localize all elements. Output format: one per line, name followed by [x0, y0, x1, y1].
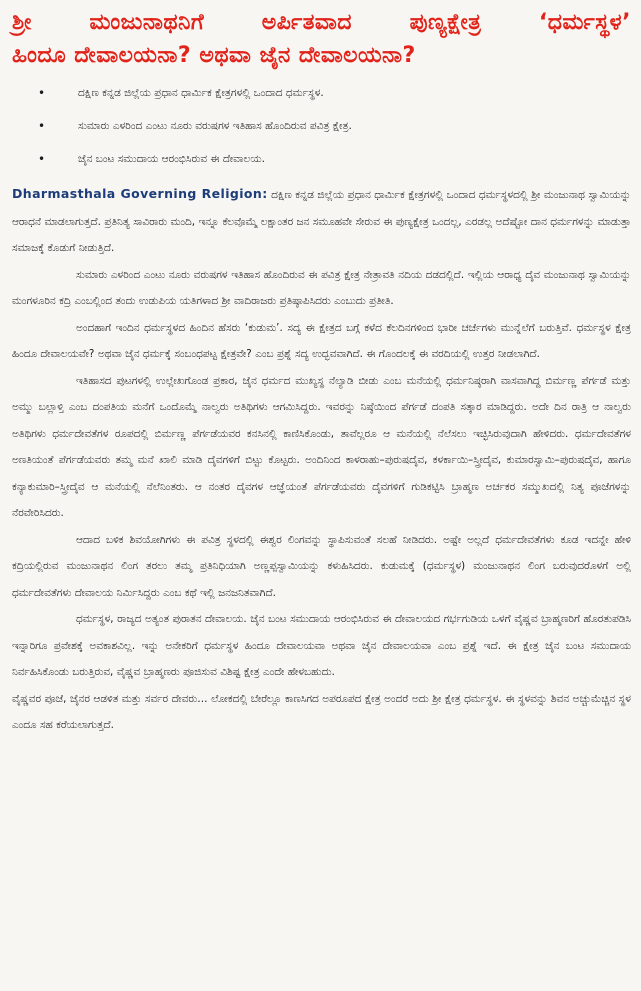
article-title-line-2: ಹಿಂದೂ ದೇವಾಲಯನಾ? ಅಥವಾ ಜೈನ ದೇವಾಲಯನಾ?	[12, 43, 416, 68]
bullet-icon: •	[38, 152, 46, 166]
article-title-line-1: ಶ್ರೀ ಮಂಜುನಾಥನಿಗೆ ಅರ್ಪಿತವಾದ ಪುಣ್ಯಕ್ಷೇತ್ರ ‘ಧರ್ಮಸ್ಥಳ’	[12, 10, 631, 35]
body-paragraph: ಆದಾದ ಬಳಿಕ ಶಿವಯೋಗಿಗಳು ಈ ಪವಿತ್ರ ಸ್ಥಳದಲ್ಲಿ ಈಶ್ವರ ಲಿಂಗವನ್ನು ಸ್ಥಾಪಿಸುವಂತೆ ಸಲಹೆ ನೀಡಿದರು. ಅಷ್ಟೇ ಅಲ್ಲದೆ ಧರ್ಮದೇವತೆಗಳು ಕೂಡ ಇದನ್ನೇ ಹೇಳಿ ಕದ್ರಿಯಲ್ಲಿರುವ ಮಂಜುನಾಥನ ಲಿಂಗ ತರಲು ತಮ್ಮ ಪ್ರತಿನಿಧಿಯಾಗಿ ಅಣ್ಣಪ್ಪಸ್ವಾಮಿಯನ್ನು ಕಳುಹಿಸಿದರು. ಕುಡುಮಕ್ಕೆ (ಧರ್ಮಸ್ಥಳ) ಮಂಜುನಾಥನ ಲಿಂಗ ಬರುವುದರೊಳಗೆ ಅಲ್ಲಿ ಧರ್ಮದೇವತೆಗಳು ದೇವಾಲಯ ನಿರ್ಮಿಸಿದ್ದರು ಎಂಬ ಕಥೆ ಇಲ್ಲಿ ಜನಜನಿತವಾಗಿದೆ.	[12, 533, 631, 599]
highlight-text: ದಕ್ಷಿಣ ಕನ್ನಡ ಜಿಲ್ಲೆಯ ಪ್ರಧಾನ ಧಾರ್ಮಿಕ ಕ್ಷೇತ್ರಗಳಲ್ಲಿ ಒಂದಾದ ಧರ್ಮಸ್ಥಳ.	[78, 87, 324, 99]
body-paragraph: ಇತಿಹಾಸದ ಪುಟಗಳಲ್ಲಿ ಉಲ್ಲೇಖಗೊಂಡ ಪ್ರಕಾರ, ಜೈನ ಧರ್ಮದ ಮುಖ್ಯಸ್ಥ ನೆಲ್ಯಾಡಿ ಬೀಡು ಎಂಬ ಮನೆಯಲ್ಲಿ ಧರ್ಮನಿಷ್ಠರಾಗಿ ವಾಸವಾಗಿದ್ದ ಬಿರ್ಮಣ್ಣ ಪೆರ್ಗಡೆ ಮತ್ತು ಅಮ್ಮು ಬಲ್ಲಾಳ್ತಿ ಎಂಬ ದಂಪತಿಯ ಮನೆಗೆ ಒಂದೊಮ್ಮೆ ನಾಲ್ವರು ಅತಿಥಿಗಳು ಆಗಮಿಸಿದ್ದರು. ಇವರನ್ನು ನಿಷ್ಠೆಯಿಂದ ಪೆರ್ಗಡೆ ದಂಪತಿ ಸತ್ಕಾರ ಮಾಡಿದ್ದರು. ಅದೇ ದಿನ ರಾತ್ರಿ ಆ ನಾಲ್ವರು ಅತಿಥಿಗಳು ಧರ್ಮದೇವತೆಗಳ ರೂಪದಲ್ಲಿ ಬಿರ್ಮಣ್ಣ ಪೆರ್ಗಡೆಯವರ ಕನಸಿನಲ್ಲಿ ಕಾಣಿಸಿಕೊಂಡು, ತಾವೆಲ್ಲರೂ ಆ ಮನೆಯಲ್ಲಿ ನೆಲೆಸಲು ಇಚ್ಛಿಸಿರುವುದಾಗಿ ಹೇಳಿದರು. ಧರ್ಮದೇವತೆಗಳ ಅಣತಿಯಂತೆ ಪೆರ್ಗಡೆಯವರು ತಮ್ಮ ಮನೆ ಖಾಲಿ ಮಾಡಿ ದೈವಗಳಿಗೆ ಬಿಟ್ಟು ಕೊಟ್ಟರು. ಅಂದಿನಿಂದ ಕಾಳರಾಹು–ಪುರುಷದೈವ, ಕಳರ್ಕಾಯಿ–ಸ್ತ್ರೀದೈವ, ಕುಮಾರಸ್ವಾಮಿ–ಪುರುಷದೈವ, ಹಾಗೂ ಕನ್ಯಾಕುಮಾರಿ–ಸ್ತ್ರೀದೈವ ಆ ಮನೆಯಲ್ಲಿ ನೆಲೆನಿಂತರು. ಆ ನಂತರ ದೈವಗಳ ಆಜ್ಞೆಯಂತೆ ಪೆರ್ಗಡೆಯವರು ದೈವಗಳಿಗೆ ಗುಡಿಕಟ್ಟಿಸಿ ಬ್ರಾಹ್ಮಣ ಅರ್ಚಕರ ಸಮ್ಮುಖದಲ್ಲಿ ನಿತ್ಯ ಪೂಜೆಗಳನ್ನು ನೆರವೇರಿಸಿದರು.	[12, 374, 631, 519]
highlights-list	[12, 86, 631, 166]
body-paragraph: ಧರ್ಮಸ್ಥಳ, ರಾಜ್ಯದ ಅತ್ಯಂತ ಪುರಾತನ ದೇವಾಲಯ. ಜೈನ ಬಂಟ ಸಮುದಾಯ ಆರಂಭಿಸಿರುವ ಈ ದೇವಾಲಯದ ಗರ್ಭಗುಡಿಯ ಒಳಗೆ ವೈಷ್ಣವ ಬ್ರಾಹ್ಮಣರಿಗೆ ಹೊರತುಪಡಿಸಿ ಇನ್ನಾರಿಗೂ ಪ್ರವೇಶಕ್ಕೆ ಅವಕಾಶವಿಲ್ಲ. ಇನ್ನು ಅನೇಕರಿಗೆ ಧರ್ಮಸ್ಥಳ ಹಿಂದೂ ದೇವಾಲಯವಾ ಅಥವಾ ಜೈನ ದೇವಾಲಯವಾ ಎಂಬ ಪ್ರಶ್ನೆ ಇದೆ. ಈ ಕ್ಷೇತ್ರ ಜೈನ ಬಂಟ ಸಮುದಾಯ ನಿರ್ವಹಿಸಿಕೊಂಡು ಬರುತ್ತಿರುವ, ವೈಷ್ಣವ ಬ್ರಾಹ್ಮಣರು ಪೂಜಿಸುವ ವಿಶಿಷ್ಟ ಕ್ಷೇತ್ರ ಎಂದೇ ಹೇಳಬಹುದು.	[12, 613, 631, 678]
bullet-icon: •	[38, 119, 46, 133]
lead-label: Dharmasthala Governing Religion:	[12, 186, 268, 201]
bullet-icon: •	[38, 86, 46, 100]
highlight-text: ಜೈನ ಬಂಟ ಸಮುದಾಯ ಆರಂಭಿಸಿರುವ ಈ ದೇವಾಲಯ.	[78, 153, 265, 165]
highlight-item	[12, 86, 631, 100]
body-paragraph: ಸುಮಾರು ಎಳರಿಂದ ಎಂಟು ನೂರು ವರುಷಗಳ ಇತಿಹಾಸ ಹೊಂದಿರುವ ಈ ಪವಿತ್ರ ಕ್ಷೇತ್ರ ನೇತ್ರಾವತಿ ನದಿಯ ದಡದಲ್ಲಿದೆ. ಇಲ್ಲಿಯ ಆರಾಧ್ಯ ದೈವ ಮಂಜುನಾಥ ಸ್ವಾಮಿಯನ್ನು ಮಂಗಳೂರಿನ ಕದ್ರಿ ಎಂಬಲ್ಲಿಂದ ತಂದು ಉಡುಪಿಯ ಯತಿಗಳಾದ ಶ್ರೀ ವಾದಿರಾಜರು ಪ್ರತಿಷ್ಠಾಪಿಸಿದರು ಎಂಬುದು ಪ್ರತೀತಿ.	[12, 268, 631, 307]
body-paragraph: ಅಂದಹಾಗೆ ಇಂದಿನ ಧರ್ಮಸ್ಥಳದ ಹಿಂದಿನ ಹೆಸರು ‘ಕುಡುಮ’. ಸದ್ಯ ಈ ಕ್ಷೇತ್ರದ ಬಗ್ಗೆ ಕಳೆದ ಕೆಲದಿನಗಳಿಂದ ಭಾರೀ ಚರ್ಚೆಗಳು ಮುನ್ನೆಲೆಗೆ ಬರುತ್ತಿವೆ. ಧರ್ಮಸ್ಥಳ ಕ್ಷೇತ್ರ ಹಿಂದೂ ದೇವಾಲಯವೇ? ಅಥವಾ ಜೈನ ಧರ್ಮಕ್ಕೆ ಸಂಬಂಧಪಟ್ಟ ಕ್ಷೇತ್ರವೇ? ಎಂಬ ಪ್ರಶ್ನೆ ಸದ್ಯ ಉದ್ಭವವಾಗಿದೆ. ಈ ಗೊಂದಲಕ್ಕೆ ಈ ವರದಿಯಲ್ಲಿ ಉತ್ತರ ನೀಡಲಾಗಿದೆ.	[12, 321, 631, 360]
highlight-item	[12, 152, 631, 166]
body-paragraph	[12, 181, 631, 262]
body-paragraph: ವೈಷ್ಣವರ ಪೂಜೆ, ಜೈನರ ಆಡಳಿತ ಮತ್ತು ಸರ್ವರ ದೇವರು… ಲೋಕದಲ್ಲಿ ಬೇರೆಲ್ಲೂ ಕಾಣಸಿಗದ ಅಪರೂಪದ ಕ್ಷೇತ್ರ ಅಂದರೆ ಅದು ಶ್ರೀ ಕ್ಷೇತ್ರ ಧರ್ಮಸ್ಥಳ. ಈ ಸ್ಥಳವನ್ನು ಶಿವನ ಅಚ್ಚುಮೆಚ್ಚಿನ ಸ್ಥಳ ಎಂದೂ ಸಹ ಕರೆಯಲಾಗುತ್ತದೆ.	[12, 692, 631, 731]
paragraph-text: ದಕ್ಷಿಣ ಕನ್ನಡ ಜಿಲ್ಲೆಯ ಪ್ರಧಾನ ಧಾರ್ಮಿಕ ಕ್ಷೇತ್ರಗಳಲ್ಲಿ ಒಂದಾದ ಧರ್ಮಸ್ಥಳದಲ್ಲಿ ಶ್ರೀ ಮಂಜುನಾಥ ಸ್ವಾಮಿಯನ್ನು ಆರಾಧನೆ ಮಾಡಲಾಗುತ್ತದೆ. ಪ್ರತಿನಿತ್ಯ ಸಾವಿರಾರು ಮಂದಿ, ಇನ್ನೂ ಕೆಲವೊಮ್ಮೆ ಲಕ್ಷಾಂತರ ಜನ ಸಮೂಹವೇ ಸೇರುವ ಈ ಪುಣ್ಯಕ್ಷೇತ್ರ ಒಂದಲ್ಲ, ಎರಡಲ್ಲ ಅದೆಷ್ಟೋ ದಾನ ಧರ್ಮಗಳನ್ನು ಮಾಡುತ್ತಾ ಸಮಾಜಕ್ಕೆ ಕೊಡುಗೆ ನೀಡುತ್ತಿದೆ.	[12, 189, 631, 254]
highlight-item	[12, 119, 631, 133]
highlight-text: ಸುಮಾರು ಎಳರಿಂದ ಎಂಟು ನೂರು ವರುಷಗಳ ಇತಿಹಾಸ ಹೊಂದಿರುವ ಪವಿತ್ರ ಕ್ಷೇತ್ರ.	[78, 120, 352, 132]
